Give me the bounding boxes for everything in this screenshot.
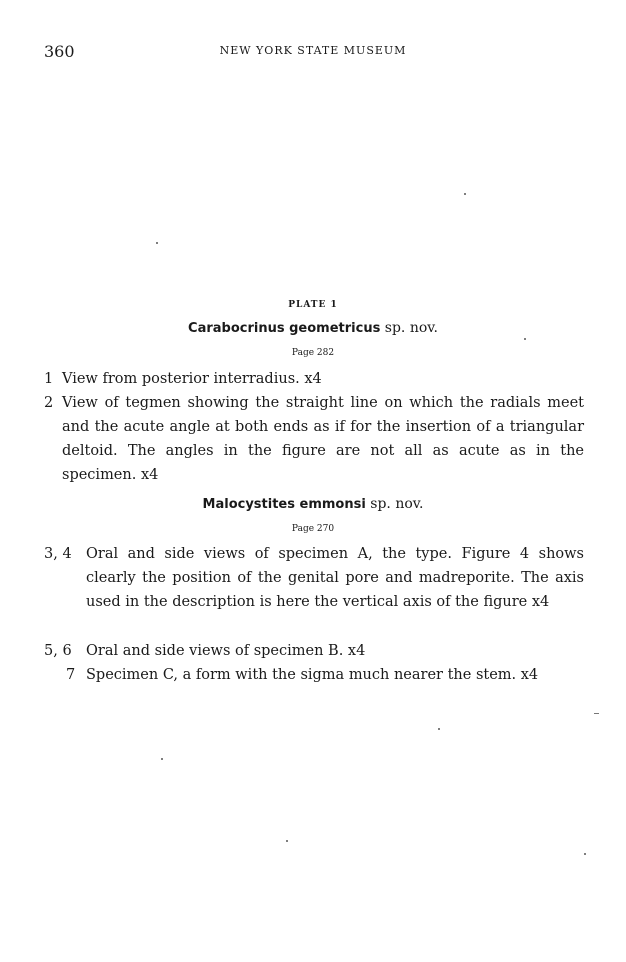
running-head: NEW YORK STATE MUSEUM bbox=[219, 44, 407, 57]
caption-text: Oral and side views of specimen A, the type. Figure 4 shows clearly the position of the genital pore and madreporite. The axis used in the description is here the vertical axis of the figure x4 bbox=[86, 546, 584, 610]
figure-caption-3-4 bbox=[44, 542, 584, 614]
figure-number: 7 bbox=[66, 667, 76, 683]
figure-caption-2 bbox=[44, 391, 584, 487]
plate-label: PLATE 1 bbox=[288, 300, 338, 310]
figure-caption-5-6 bbox=[44, 639, 584, 663]
species-name: Carabocrinus geometricus bbox=[188, 321, 381, 336]
scan-speck bbox=[464, 193, 466, 195]
species-heading-1 bbox=[0, 320, 626, 336]
scan-speck bbox=[438, 728, 440, 730]
scan-speck bbox=[161, 758, 163, 760]
scan-speck bbox=[286, 840, 288, 842]
scan-speck bbox=[584, 853, 586, 855]
figure-caption-7 bbox=[66, 663, 584, 687]
figure-caption-1 bbox=[44, 367, 584, 391]
species-suffix: sp. nov. bbox=[370, 496, 424, 512]
page-reference-2: Page 270 bbox=[291, 524, 335, 534]
species-heading-2 bbox=[0, 496, 626, 512]
page-number: 360 bbox=[44, 42, 75, 61]
figure-number: 5, 6 bbox=[44, 643, 72, 659]
figure-number: 3, 4 bbox=[44, 546, 72, 562]
species-name: Malocystites emmonsi bbox=[202, 497, 366, 512]
species-suffix: sp. nov. bbox=[384, 320, 438, 336]
caption-text: Oral and side views of specimen B. x4 bbox=[86, 643, 366, 659]
figure-number: 1 bbox=[44, 371, 54, 387]
scan-speck bbox=[524, 338, 526, 340]
caption-text: Specimen C, a form with the sigma much nearer the stem. x4 bbox=[86, 667, 539, 683]
scan-speck bbox=[156, 242, 158, 244]
caption-text: View from posterior interradius. x4 bbox=[62, 371, 322, 387]
caption-text: View of tegmen showing the straight line on which the radials meet and the acute angle at both ends as if for the insertion of a triangular deltoid. The angles in the figure are not all as acute as in the specimen. x4 bbox=[62, 395, 584, 483]
page-reference-1: Page 282 bbox=[291, 348, 335, 358]
scan-mark bbox=[594, 713, 599, 714]
figure-number: 2 bbox=[44, 395, 54, 411]
